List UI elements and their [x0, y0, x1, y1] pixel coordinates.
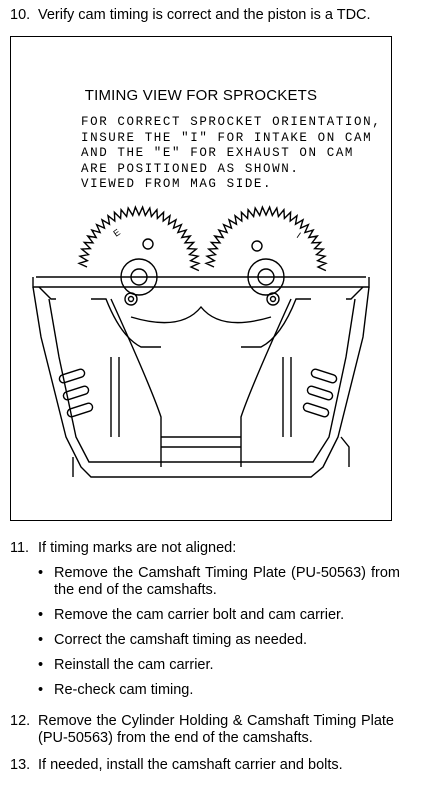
step-12	[10, 713, 394, 747]
engine-drawing	[11, 37, 393, 522]
step-text: If timing marks are not aligned:	[38, 540, 237, 556]
step-number: 13.	[10, 757, 31, 773]
list-item: • Remove the cam carrier bolt and cam carrier.	[38, 607, 400, 624]
list-item: • Remove the Camshaft Timing Plate (PU-50563) from the end of the camshafts.	[38, 565, 400, 599]
figure-title: TIMING VIEW FOR SPROCKETS	[84, 87, 318, 104]
figure-note: FOR CORRECT SPROCKET ORIENTATION, INSURE THE "I" FOR INTAKE ON CAM AND THE "E" FOR EXHAUST ON CAM ARE POSITIONED AS SHOWN. VIEWED FROM MAG SIDE.	[81, 115, 382, 191]
step-13	[10, 757, 394, 774]
step-11	[10, 539, 430, 557]
step-number: 12.	[10, 713, 31, 729]
step-text: Verify cam timing is correct and the piston is a TDC.	[38, 7, 371, 23]
step-text: If needed, install the camshaft carrier and bolts.	[38, 757, 343, 773]
left-sprocket	[79, 207, 199, 295]
step-11-bullets	[38, 565, 400, 707]
step-number: 11.	[10, 540, 30, 556]
left-slots	[58, 368, 93, 418]
list-item: • Correct the camshaft timing as needed.	[38, 632, 400, 649]
step-text: Remove the Cylinder Holding & Camshaft Timing Plate (PU-50563) from the end of the camshafts.	[38, 713, 394, 746]
list-item: • Reinstall the cam carrier.	[38, 657, 400, 674]
step-10	[10, 6, 430, 24]
right-slots	[302, 368, 337, 418]
timing-figure	[10, 36, 392, 521]
sprocket-mark-right: I	[294, 230, 303, 241]
list-item: • Re-check cam timing.	[38, 682, 400, 699]
sprocket-mark-left: E	[111, 226, 123, 239]
step-number: 10.	[10, 7, 31, 23]
right-sprocket	[206, 207, 326, 295]
